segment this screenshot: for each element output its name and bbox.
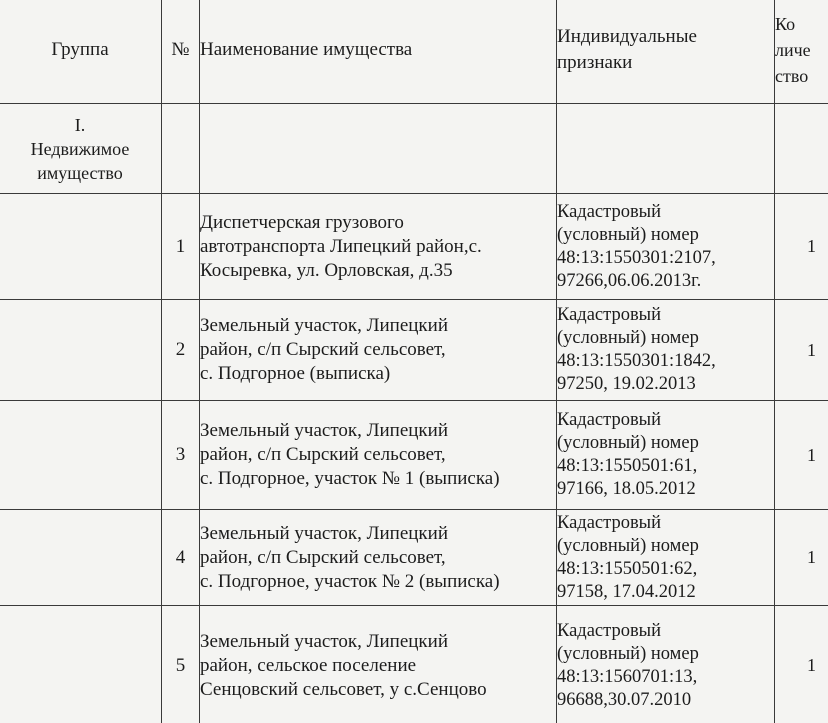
empty-cell [0, 300, 162, 401]
row-name-line: автотранспорта Липецкий район,с. [200, 235, 482, 257]
group-row [0, 104, 828, 194]
row-name [200, 606, 557, 723]
row-individual-line: 48:13:1550501:61, [557, 456, 698, 476]
table-row [0, 606, 828, 723]
table-row [0, 300, 828, 401]
row-quantity: 1 [775, 606, 828, 723]
row-individual [557, 300, 775, 401]
row-name-line: Сенцовский сельсовет, у с.Сенцово [200, 678, 487, 700]
empty-cell [557, 104, 775, 194]
empty-cell [162, 104, 200, 194]
row-name-line: район, с/п Сырский сельсовет, [200, 444, 446, 465]
row-name-line: с. Подгорное, участок № 1 (выписка) [200, 468, 500, 489]
table-row [0, 194, 828, 300]
row-individual-line: 97266,06.06.2013г. [557, 270, 702, 291]
row-individual-line: 97158, 17.04.2012 [557, 581, 696, 602]
row-name-line: Земельный участок, Липецкий [200, 315, 449, 336]
row-quantity: 1 [775, 510, 828, 606]
table-row [0, 510, 828, 606]
row-name [200, 300, 557, 401]
row-individual-line: 97250, 19.02.2013 [557, 374, 696, 394]
row-quantity: 1 [775, 300, 828, 401]
row-number: 1 [162, 194, 200, 300]
row-name-line: с. Подгорное (выписка) [200, 363, 391, 384]
header-quantity [775, 0, 828, 104]
row-name-line: Косыревка, ул. Орловская, д.35 [200, 259, 453, 281]
group-label [0, 104, 162, 194]
header-individual-line: признаки [557, 52, 633, 73]
empty-cell [0, 606, 162, 723]
header-individual-line: Индивидуальные [557, 26, 697, 47]
row-individual [557, 194, 775, 300]
table-row [0, 401, 828, 510]
row-individual-line: 97166, 18.05.2012 [557, 479, 696, 499]
header-individual [557, 0, 775, 104]
group-label-line: I. [74, 114, 86, 135]
row-number: 4 [162, 510, 200, 606]
row-name-line: с. Подгорное, участок № 2 (выписка) [200, 570, 500, 592]
row-individual-line: Кадастровый [557, 201, 662, 222]
empty-cell [0, 401, 162, 510]
row-name [200, 510, 557, 606]
row-number: 2 [162, 300, 200, 401]
row-individual-line: Кадастровый [557, 620, 662, 641]
row-individual-line: 48:13:1550301:1842, [557, 351, 716, 371]
header-quantity-line: ство [775, 66, 809, 86]
row-individual-line: (условный) номер [557, 535, 699, 556]
group-label-line: Недвижимое [30, 138, 130, 159]
group-label-line: имущество [37, 162, 123, 183]
header-number: № [162, 0, 200, 104]
header-quantity-line: личе [775, 40, 811, 60]
row-name-line: район, сельское поселение [200, 654, 417, 676]
row-individual-line: 48:13:1550301:2107, [557, 247, 716, 268]
empty-cell [200, 104, 557, 194]
empty-cell [0, 510, 162, 606]
empty-cell [0, 194, 162, 300]
header-name: Наименование имущества [200, 0, 557, 104]
table-header-row [0, 0, 828, 104]
row-individual [557, 510, 775, 606]
row-name-line: Диспетчерская грузового [200, 211, 404, 233]
row-individual-line: (условный) номер [557, 433, 699, 453]
row-name-line: Земельный участок, Липецкий [200, 420, 449, 441]
row-individual-line: (условный) номер [557, 328, 699, 348]
row-number: 5 [162, 606, 200, 723]
row-individual-line: (условный) номер [557, 643, 699, 664]
empty-cell [775, 104, 828, 194]
row-name-line: Земельный участок, Липецкий [200, 522, 449, 544]
row-name-line: Земельный участок, Липецкий [200, 630, 449, 652]
row-individual [557, 606, 775, 723]
row-individual-line: 96688,30.07.2010 [557, 689, 692, 710]
header-quantity-line: Ко [775, 14, 796, 34]
row-individual [557, 401, 775, 510]
row-individual-line: 48:13:1550501:62, [557, 558, 698, 579]
row-individual-line: (условный) номер [557, 224, 699, 245]
row-quantity: 1 [775, 401, 828, 510]
row-name [200, 401, 557, 510]
row-individual-line: 48:13:1560701:13, [557, 666, 698, 687]
header-group: Группа [0, 0, 162, 104]
row-quantity: 1 [775, 194, 828, 300]
row-individual-line: Кадастровый [557, 305, 662, 325]
row-individual-line: Кадастровый [557, 512, 662, 533]
row-number: 3 [162, 401, 200, 510]
row-name [200, 194, 557, 300]
row-name-line: район, с/п Сырский сельсовет, [200, 339, 446, 360]
row-individual-line: Кадастровый [557, 410, 662, 430]
row-name-line: район, с/п Сырский сельсовет, [200, 546, 446, 568]
